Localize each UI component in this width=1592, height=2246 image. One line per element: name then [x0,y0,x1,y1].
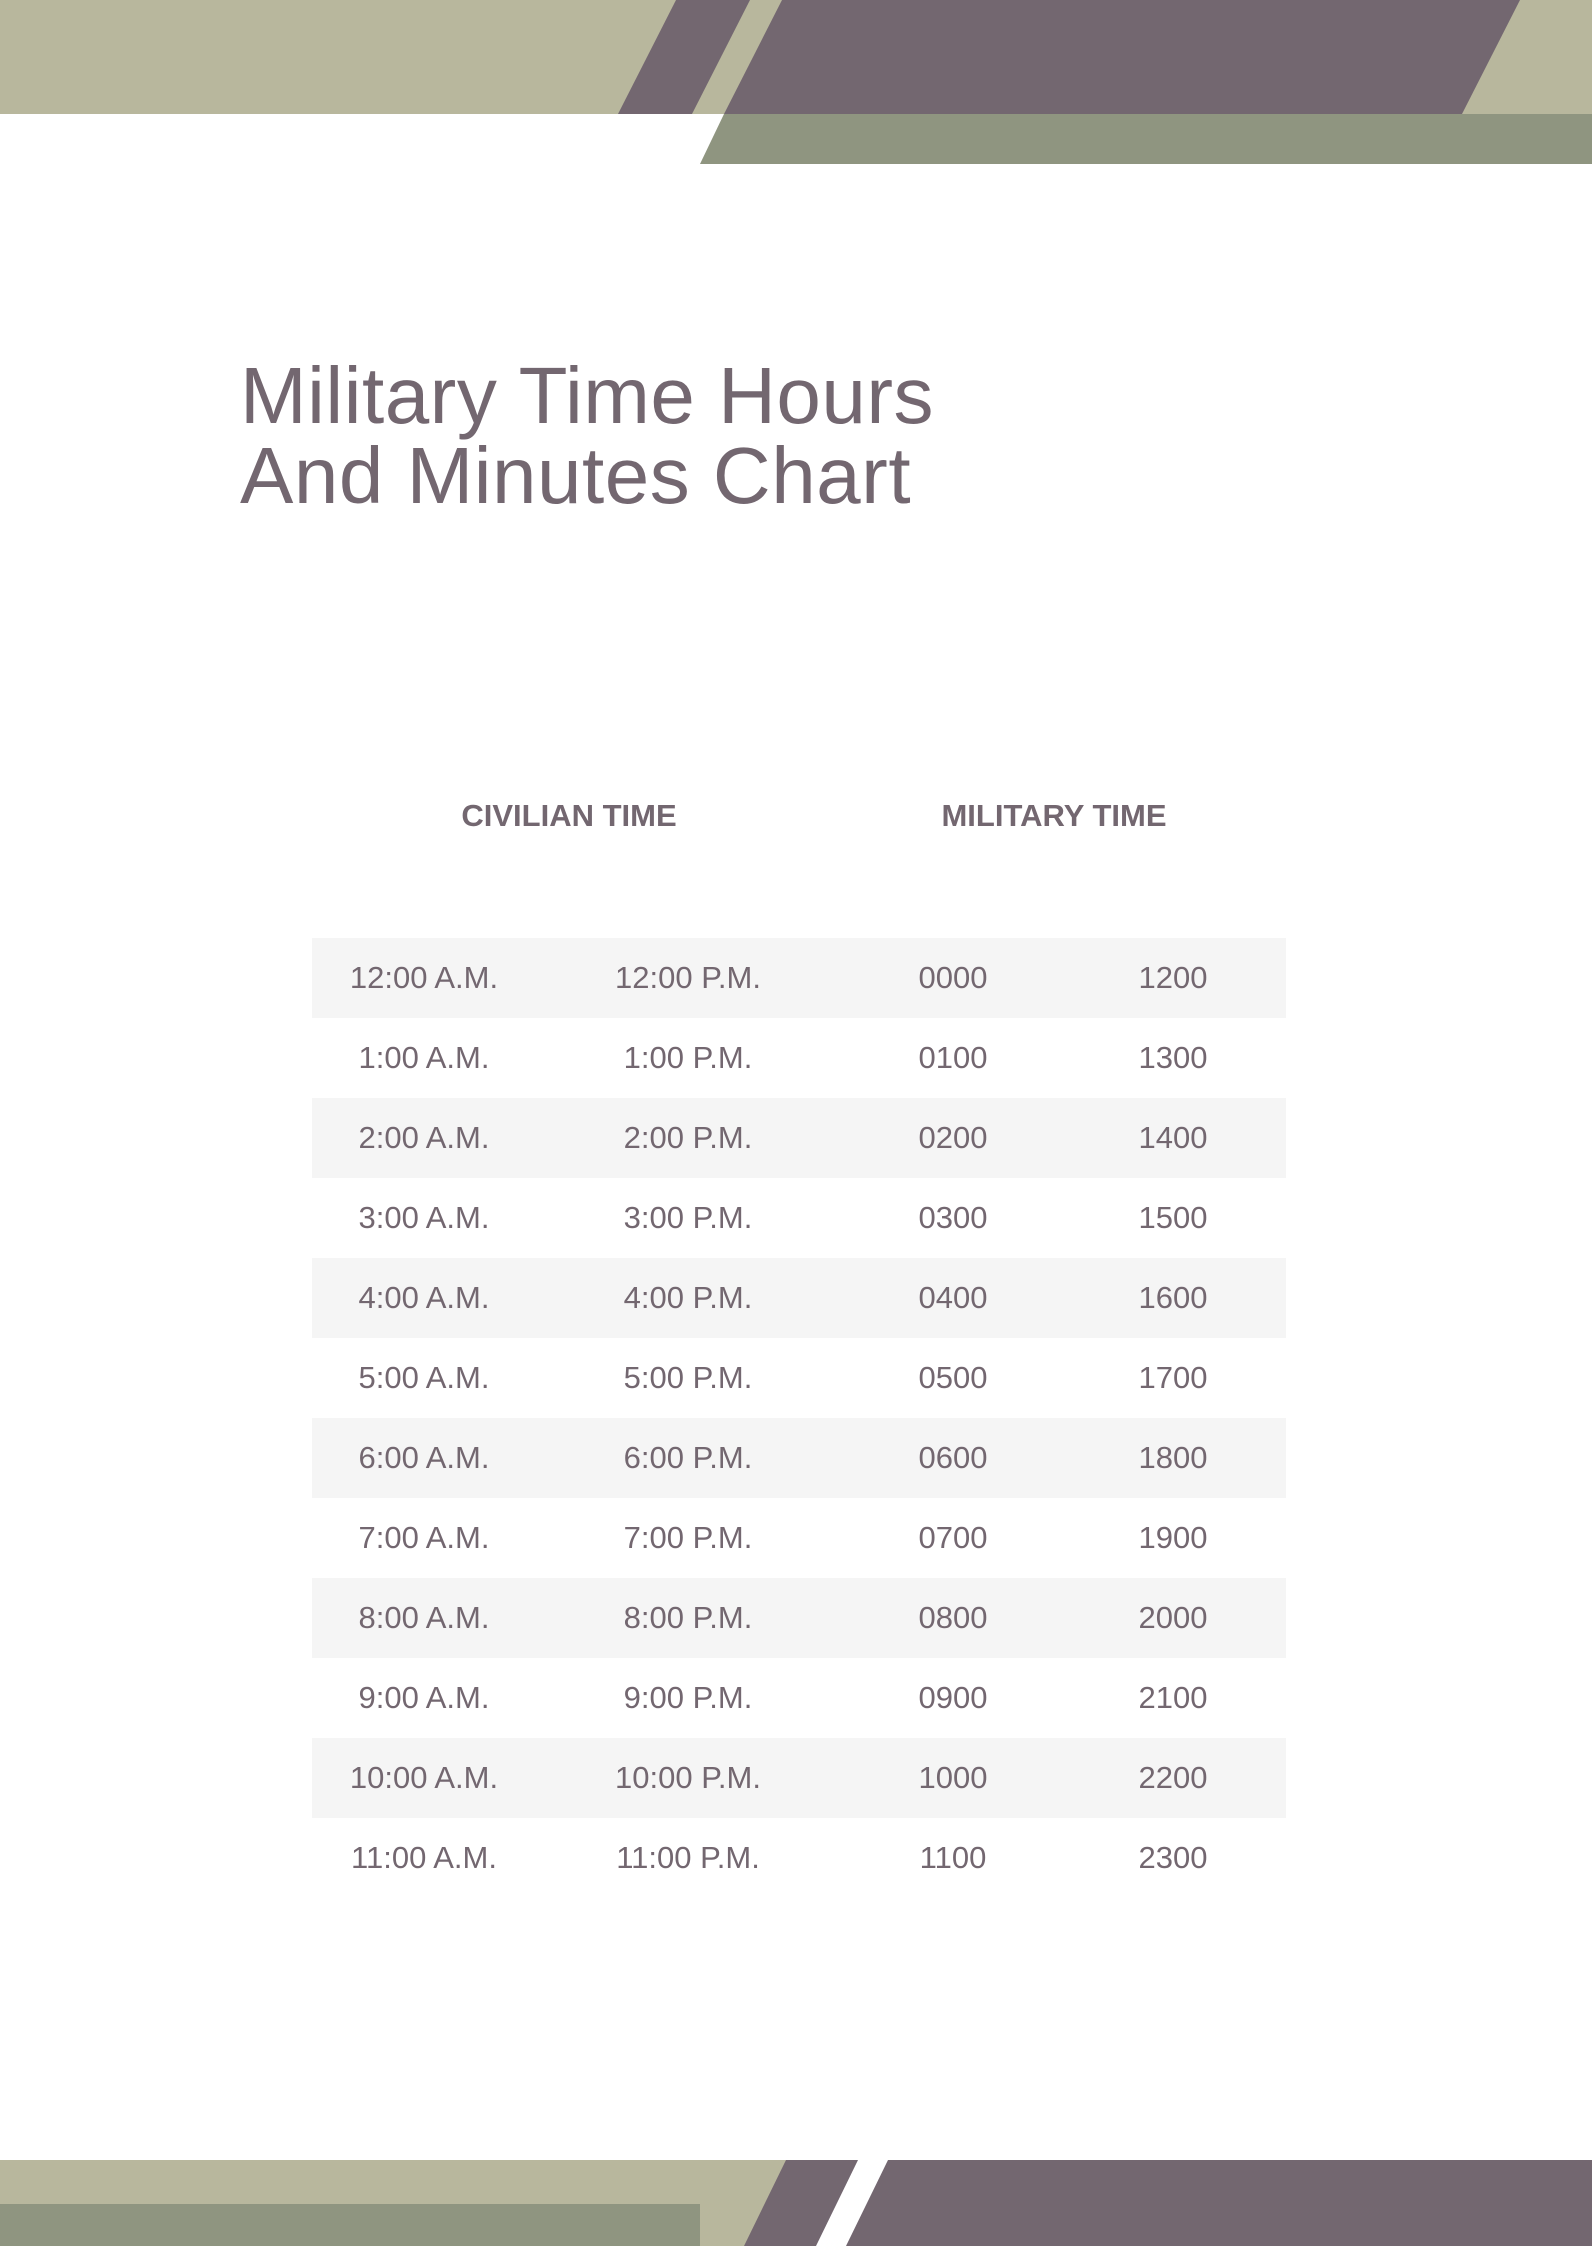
civilian-pm-cell: 5:00 P.M. [623,1360,753,1395]
table-row [312,1738,1286,1818]
table-row [312,1818,1286,1898]
military-pm-cell: 2000 [1138,1600,1208,1635]
table-row [312,1258,1286,1338]
civilian-pm-cell: 3:00 P.M. [623,1200,753,1235]
civilian-pm-cell: 4:00 P.M. [623,1280,753,1315]
civilian-am-cell: 5:00 A.M. [358,1360,490,1395]
military-pm-cell: 1800 [1138,1440,1208,1475]
civilian-am-cell: 9:00 A.M. [358,1680,490,1715]
military-time-header: MILITARY TIME [941,798,1167,833]
civilian-am-cell: 4:00 A.M. [358,1280,490,1315]
table-row [312,1178,1286,1258]
military-pm-cell: 2300 [1138,1840,1208,1875]
military-am-cell: 0500 [918,1360,988,1395]
bottom-decorative-banner [0,2160,1592,2246]
title-line-1: Military Time Hours [240,351,935,440]
military-am-cell: 0900 [918,1680,988,1715]
military-am-cell: 0400 [918,1280,988,1315]
military-am-cell: 0700 [918,1520,988,1555]
military-pm-cell: 2200 [1138,1760,1208,1795]
civilian-am-cell: 7:00 A.M. [358,1520,490,1555]
civilian-pm-cell: 6:00 P.M. [623,1440,753,1475]
military-am-cell: 0100 [918,1040,988,1075]
civilian-pm-cell: 10:00 P.M. [615,1760,761,1795]
civilian-am-cell: 10:00 A.M. [349,1760,499,1795]
table-row [312,1018,1286,1098]
military-pm-cell: 2100 [1138,1680,1208,1715]
military-pm-cell: 1400 [1138,1120,1208,1155]
civilian-am-cell: 6:00 A.M. [358,1440,490,1475]
military-pm-cell: 1600 [1138,1280,1208,1315]
bottom-olive-band [0,2204,700,2246]
civilian-pm-cell: 1:00 P.M. [623,1040,753,1075]
table-row [312,1098,1286,1178]
top-mauve-block [724,0,1520,114]
table-row [312,1578,1286,1658]
military-pm-cell: 1500 [1138,1200,1208,1235]
title-line-2: And Minutes Chart [240,431,912,520]
page-title [240,351,935,520]
military-am-cell: 0300 [918,1200,988,1235]
military-am-cell: 1000 [918,1760,988,1795]
civilian-am-cell: 3:00 A.M. [358,1200,490,1235]
civilian-time-header: CIVILIAN TIME [461,798,677,833]
civilian-pm-cell: 7:00 P.M. [623,1520,753,1555]
civilian-pm-cell: 11:00 P.M. [616,1840,760,1875]
time-conversion-table [312,938,1286,1898]
military-am-cell: 0000 [918,960,988,995]
table-row [312,1498,1286,1578]
military-pm-cell: 1900 [1138,1520,1208,1555]
civilian-pm-cell: 12:00 P.M. [615,960,761,995]
military-am-cell: 0600 [918,1440,988,1475]
civilian-am-cell: 8:00 A.M. [358,1600,490,1635]
military-pm-cell: 1300 [1138,1040,1208,1075]
military-am-cell: 0200 [918,1120,988,1155]
top-decorative-banner [0,0,1592,170]
table-row [312,938,1286,1018]
civilian-am-cell: 1:00 A.M. [358,1040,490,1075]
table-row [312,1658,1286,1738]
table-row [312,1418,1286,1498]
bottom-mauve-block [846,2160,1592,2246]
civilian-pm-cell: 8:00 P.M. [623,1600,753,1635]
civilian-am-cell: 2:00 A.M. [358,1120,490,1155]
military-pm-cell: 1200 [1138,960,1208,995]
table-row [312,1338,1286,1418]
military-am-cell: 1100 [919,1840,987,1875]
civilian-am-cell: 11:00 A.M. [351,1840,497,1875]
military-pm-cell: 1700 [1138,1360,1208,1395]
civilian-am-cell: 12:00 A.M. [349,960,499,995]
military-am-cell: 0800 [918,1600,988,1635]
top-olive-band [700,114,1592,164]
civilian-pm-cell: 2:00 P.M. [623,1120,753,1155]
civilian-pm-cell: 9:00 P.M. [623,1680,753,1715]
